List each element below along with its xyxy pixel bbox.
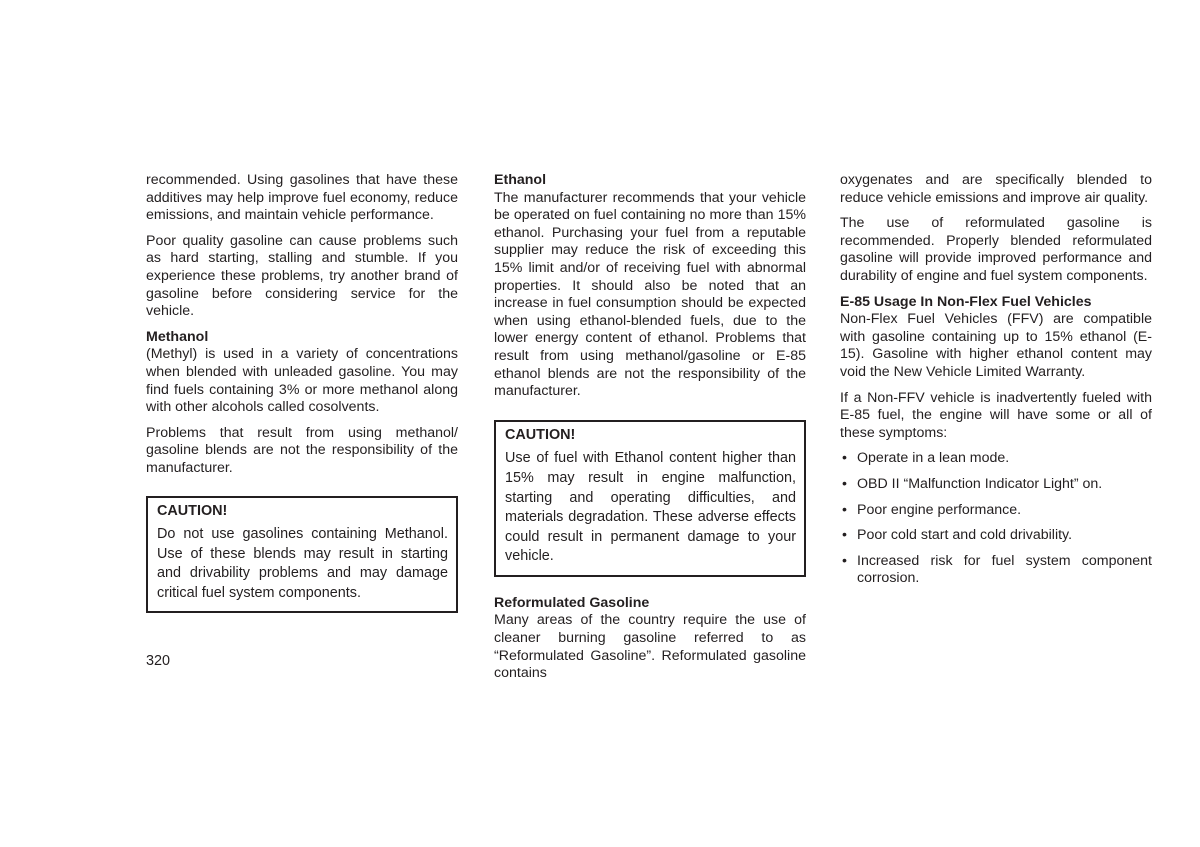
caution-box-ethanol bbox=[494, 420, 806, 577]
paragraph: Problems that result from using methanol/ gasoline blends are not the responsibility of the manufacturer. bbox=[146, 424, 458, 476]
paragraph: Poor quality gasoline can cause problems such as hard starting, stalling and stumble. If you experience these problems, try another brand of gasoline before considering service for the vehicle. bbox=[146, 232, 458, 320]
bullet-icon: • bbox=[842, 552, 847, 569]
symptom-list bbox=[840, 450, 1152, 588]
list-item bbox=[840, 476, 1152, 494]
list-item-text: Poor engine performance. bbox=[857, 501, 1022, 518]
paragraph: The manufacturer recommends that your vehicle be operated on fuel containing no more than 15% ethanol. Purchasing your fuel from a reputable supplier may reduce the risk of exceeding this 15% limit and/or of receiving fuel with abnormal properties. It should also be noted that an increase in fuel consumption should be expected when using ethanol-blended fuels, due to the lower energy content of ethanol. Problems that result from using methanol/gasoline or E-85 ethanol blends are not the responsibility of the manufacturer. bbox=[494, 189, 806, 400]
list-item-text: Operate in a lean mode. bbox=[857, 450, 1010, 467]
middle-column bbox=[494, 172, 806, 691]
caution-text: Use of fuel with Ethanol content higher than 15% may result in engine malfunction, starting and operating difficulties, and materials degradation. These adverse effects could result in permanent damage to your vehicle. bbox=[505, 450, 796, 565]
paragraph: Non-Flex Fuel Vehicles (FFV) are compatible with gasoline containing up to 15% ethanol (E-15). Gasoline with higher ethanol content may void the New Vehicle Limited Warranty. bbox=[840, 311, 1152, 380]
paragraph: oxygenates and are specifically blended to reduce vehicle emissions and improve air quality. bbox=[840, 172, 1152, 206]
section-heading-e85: E-85 Usage In Non-Flex Fuel Vehicles bbox=[840, 293, 1092, 310]
list-item bbox=[840, 553, 1152, 588]
list-item-text: Increased risk for fuel system component corrosion. bbox=[857, 552, 1152, 587]
list-item-text: Poor cold start and cold drivability. bbox=[857, 527, 1073, 544]
bullet-icon: • bbox=[842, 475, 847, 492]
bullet-icon: • bbox=[842, 527, 847, 544]
caution-title: CAUTION! bbox=[505, 426, 576, 443]
paragraph: recommended. Using gasolines that have these additives may help improve fuel economy, reduce emissions, and maintain vehicle performance. bbox=[146, 172, 458, 224]
paragraph: (Methyl) is used in a variety of concentrations when blended with unleaded gasoline. You may find fuels containing 3% or more methanol along with other alcohols called cosolvents. bbox=[146, 346, 458, 416]
section-heading-reformulated: Reformulated Gasoline bbox=[494, 594, 650, 611]
list-item bbox=[840, 527, 1152, 545]
section-heading-methanol: Methanol bbox=[146, 328, 209, 345]
caution-box-methanol bbox=[146, 496, 458, 614]
caution-title: CAUTION! bbox=[157, 502, 228, 519]
caution-text: Do not use gasolines containing Methanol. Use of these blends may result in starting and drivability problems and may damage critical fuel system components. bbox=[157, 526, 448, 601]
list-item bbox=[840, 502, 1152, 520]
list-item bbox=[840, 450, 1152, 468]
bullet-icon: • bbox=[842, 501, 847, 518]
section-heading-ethanol: Ethanol bbox=[494, 172, 547, 188]
left-column bbox=[146, 172, 458, 627]
paragraph: Many areas of the country require the use of cleaner burning gasoline referred to as “Reformulated Gasoline”. Reformulated gasoline contains bbox=[494, 612, 806, 682]
right-column bbox=[840, 172, 1152, 596]
bullet-icon: • bbox=[842, 450, 847, 467]
paragraph: The use of reformulated gasoline is recommended. Properly blended reformulated gasoline will provide improved performance and durability of engine and fuel system components. bbox=[840, 215, 1152, 284]
paragraph: If a Non-FFV vehicle is inadvertently fueled with E-85 fuel, the engine will have some or all of these symptoms: bbox=[840, 389, 1152, 441]
list-item-text: OBD II “Malfunction Indicator Light” on. bbox=[857, 475, 1103, 492]
page-number: 320 bbox=[146, 653, 171, 669]
